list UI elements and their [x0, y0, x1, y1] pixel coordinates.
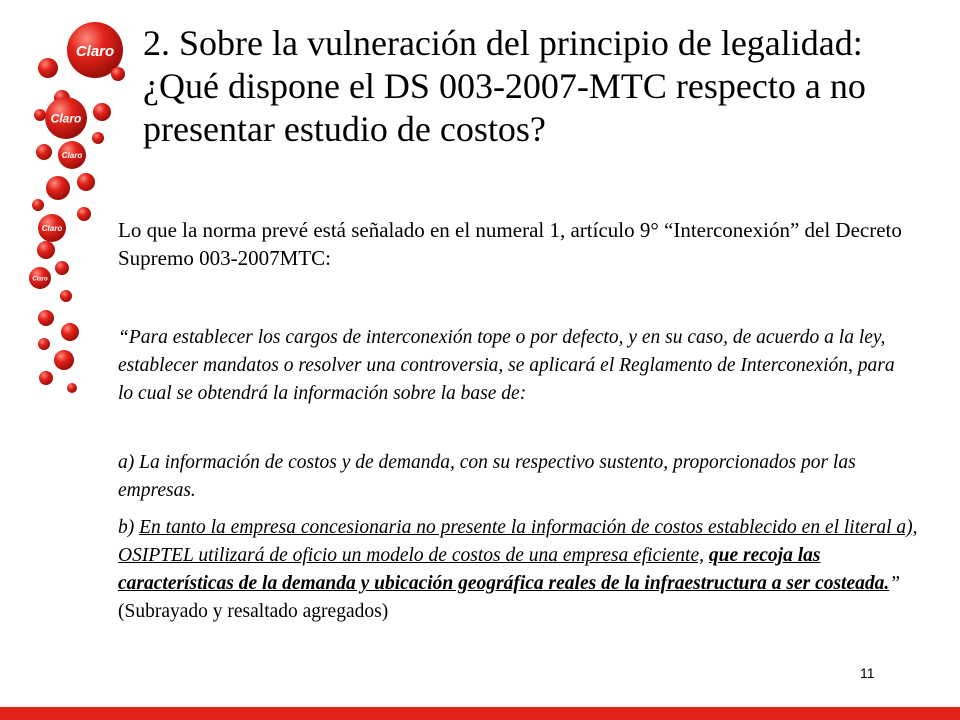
item-b-prefix: b) [118, 517, 140, 538]
decorative-bubble [36, 144, 52, 160]
decorative-bubble [54, 350, 74, 370]
decorative-bubble [77, 207, 91, 221]
decorative-bubble [77, 173, 95, 191]
page-number: 11 [860, 665, 875, 681]
decorative-bubble [38, 58, 58, 78]
decorative-bubble [92, 132, 104, 144]
claro-logo-text: Claro [75, 43, 115, 61]
decorative-bubble [93, 103, 111, 121]
decorative-bubble [67, 383, 77, 393]
claro-logo-text: Claro [50, 111, 82, 126]
item-b-note: (Subrayado y resaltado agregados) [118, 601, 389, 622]
decorative-bubble [37, 241, 55, 259]
decorative-bubble [60, 290, 72, 302]
decorative-bubble [111, 67, 125, 81]
decorative-bubble [61, 323, 79, 341]
claro-logo-text: Claro [32, 276, 48, 283]
slide-title: 2. Sobre la vulneración del principio de legalidad: ¿Qué dispone el DS 003-2007-MTC respecto a no presentar estudio de costos? [143, 23, 866, 149]
footer-red-bar [0, 707, 960, 720]
decorative-bubble [39, 371, 53, 385]
decorative-bubble [38, 338, 50, 350]
item-b-bold-underlined: que recoja las características de la demanda y ubicación geográfica reales de la infraestructura a ser costeada. [118, 545, 890, 594]
decorative-bubble [38, 310, 54, 326]
item-b [118, 514, 918, 626]
decorative-bubble [32, 199, 44, 211]
item-a: a) La información de costos y de demanda, con su respectivo sustento, proporcionados por las empresas. [118, 452, 856, 501]
item-b-close-quote: ” [889, 573, 901, 594]
decorative-bubble [34, 109, 46, 121]
claro-logo-text: Claro [41, 224, 63, 234]
decorative-bubble [46, 176, 70, 200]
decorative-bubble [55, 261, 69, 275]
quoted-regulation: “Para establecer los cargos de interconexión tope o por defecto, y en su caso, de acuerdo a la ley, establecer mandatos o resolver una controversia, se aplicará el Reglamento de Interconexión, para lo cual se obtendrá la información sobre la base de: [118, 327, 895, 404]
claro-logo-text: Claro [61, 151, 83, 161]
intro-paragraph: Lo que la norma prevé está señalado en el numeral 1, artículo 9° “Interconexión” del Decreto Supremo 003-2007MTC: [118, 218, 902, 270]
item-b-underlined: En tanto la empresa concesionaria no presente la información de costos establecido en el literal a), OSIPTEL utilizará de oficio un modelo de costos de una empresa eficiente, [118, 517, 918, 566]
